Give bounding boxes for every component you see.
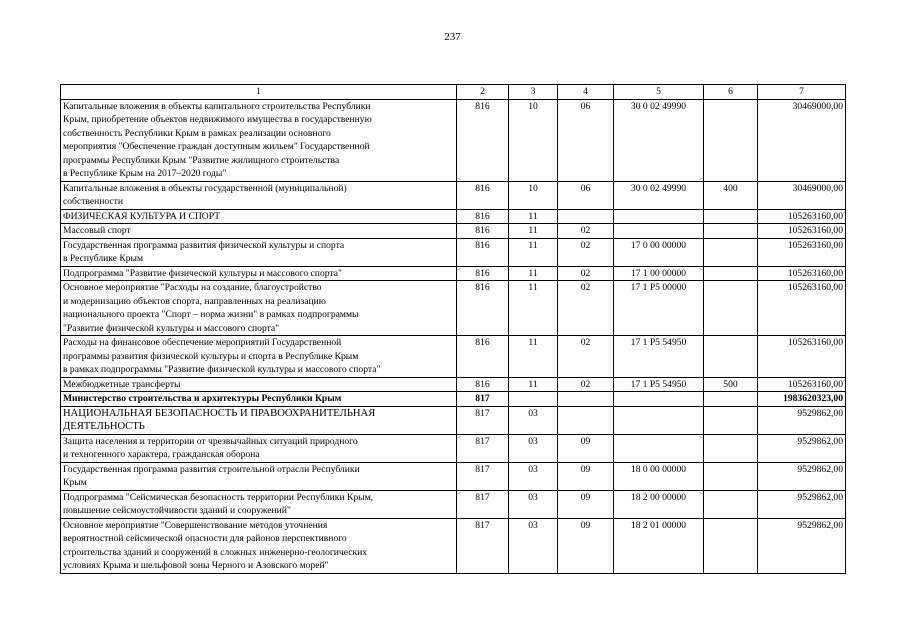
row-col-3: 10	[509, 181, 558, 209]
table-row	[61, 518, 846, 573]
row-col-3: 11	[509, 266, 558, 281]
row-amount: 105263160,00	[758, 224, 846, 239]
row-col-3: 03	[509, 490, 558, 518]
row-col-4: 02	[558, 224, 614, 239]
row-col-4: 02	[558, 377, 614, 392]
row-amount: 9529862,00	[758, 490, 846, 518]
row-col-3: 11	[509, 377, 558, 392]
row-col-4: 06	[558, 99, 614, 181]
row-amount: 105263160,00	[758, 209, 846, 224]
row-description: ФИЗИЧЕСКАЯ КУЛЬТУРА И СПОРТ	[61, 209, 457, 224]
row-col-2: 816	[457, 377, 509, 392]
row-amount: 105263160,00	[758, 377, 846, 392]
row-col-5	[614, 224, 704, 239]
row-col-5: 17 1 P5 54950	[614, 336, 704, 378]
row-col-2: 816	[457, 266, 509, 281]
column-header: 3	[509, 85, 558, 100]
row-col-5: 30 0 02 49990	[614, 99, 704, 181]
row-col-6: 400	[704, 181, 758, 209]
row-col-3: 11	[509, 209, 558, 224]
table-row	[61, 406, 846, 434]
table-row	[61, 377, 846, 392]
row-col-2: 816	[457, 238, 509, 266]
table-row	[61, 238, 846, 266]
row-description: Государственная программа развития строительной отрасли Республики Крым	[61, 462, 457, 490]
row-col-2: 816	[457, 99, 509, 181]
row-col-6	[704, 434, 758, 462]
row-col-4: 09	[558, 490, 614, 518]
row-col-3: 11	[509, 336, 558, 378]
table-row	[61, 281, 846, 336]
row-col-3: 03	[509, 406, 558, 434]
row-col-6	[704, 266, 758, 281]
row-col-5: 17 0 00 00000	[614, 238, 704, 266]
row-col-4: 09	[558, 518, 614, 573]
row-col-6: 500	[704, 377, 758, 392]
row-col-3: 03	[509, 518, 558, 573]
row-col-6	[704, 209, 758, 224]
row-col-5: 18 0 00 00000	[614, 462, 704, 490]
row-col-3: 03	[509, 462, 558, 490]
column-header: 5	[614, 85, 704, 100]
column-header: 6	[704, 85, 758, 100]
row-col-5	[614, 392, 704, 407]
row-description: Капитальные вложения в объекты государственной (муниципальной) собственности	[61, 181, 457, 209]
row-col-6	[704, 281, 758, 336]
row-col-2: 816	[457, 181, 509, 209]
row-col-4: 09	[558, 434, 614, 462]
row-description: Государственная программа развития физической культуры и спорта в Республике Крым	[61, 238, 457, 266]
row-amount: 105263160,00	[758, 336, 846, 378]
page-number: 237	[444, 31, 461, 43]
table-row	[61, 336, 846, 378]
row-col-6	[704, 99, 758, 181]
row-col-5: 17 1 P5 54950	[614, 377, 704, 392]
table-row	[61, 99, 846, 181]
row-col-3: 11	[509, 224, 558, 239]
row-col-6	[704, 462, 758, 490]
table-header-row	[61, 85, 846, 100]
row-description: Основное мероприятие "Совершенствование методов уточнения вероятностной сейсмической опасности для районов перспективного строительства зданий и сооружений в сложных инженерно-геологических условиях Крыма и шельфовой зоны Черного и Азовского морей"	[61, 518, 457, 573]
row-description: Защита населения и территории от чрезвычайных ситуаций природного и техногенного характера, гражданская оборона	[61, 434, 457, 462]
row-description: Межбюджетные трансферты	[61, 377, 457, 392]
row-col-6	[704, 336, 758, 378]
row-col-6	[704, 490, 758, 518]
row-col-3	[509, 392, 558, 407]
row-amount: 1983620323,00	[758, 392, 846, 407]
row-amount: 105263160,00	[758, 281, 846, 336]
row-amount: 9529862,00	[758, 406, 846, 434]
table-row	[61, 434, 846, 462]
row-col-3: 11	[509, 281, 558, 336]
table-row	[61, 209, 846, 224]
row-col-5	[614, 406, 704, 434]
row-amount: 9529862,00	[758, 462, 846, 490]
row-col-2: 817	[457, 392, 509, 407]
row-description: Подпрограмма "Сейсмическая безопасность территории Республики Крым, повышение сейсмоустойчивости зданий и сооружений"	[61, 490, 457, 518]
row-amount: 9529862,00	[758, 434, 846, 462]
row-col-5	[614, 209, 704, 224]
row-col-5: 18 2 00 00000	[614, 490, 704, 518]
table-row	[61, 224, 846, 239]
table-row	[61, 462, 846, 490]
table-row	[61, 490, 846, 518]
row-col-2: 817	[457, 518, 509, 573]
row-col-4: 02	[558, 266, 614, 281]
row-col-6	[704, 238, 758, 266]
row-col-6	[704, 518, 758, 573]
row-col-6	[704, 224, 758, 239]
table-row	[61, 266, 846, 281]
row-col-4	[558, 392, 614, 407]
table-row	[61, 181, 846, 209]
row-col-4: 02	[558, 336, 614, 378]
row-col-5: 18 2 01 00000	[614, 518, 704, 573]
column-header: 1	[61, 85, 457, 100]
row-amount: 30469000,00	[758, 181, 846, 209]
row-col-3: 11	[509, 238, 558, 266]
budget-table	[60, 84, 846, 574]
row-col-2: 816	[457, 281, 509, 336]
row-col-6	[704, 406, 758, 434]
row-col-5	[614, 434, 704, 462]
column-header: 4	[558, 85, 614, 100]
row-col-4	[558, 209, 614, 224]
row-amount: 105263160,00	[758, 238, 846, 266]
row-col-4: 02	[558, 238, 614, 266]
row-description: НАЦИОНАЛЬНАЯ БЕЗОПАСНОСТЬ И ПРАВООХРАНИТЕЛЬНАЯ ДЕЯТЕЛЬНОСТЬ	[61, 406, 457, 434]
row-description: Министерство строительства и архитектуры Республики Крым	[61, 392, 457, 407]
row-col-2: 816	[457, 209, 509, 224]
row-col-6	[704, 392, 758, 407]
row-col-3: 03	[509, 434, 558, 462]
row-col-2: 817	[457, 462, 509, 490]
row-description: Капитальные вложения в объекты капитального строительства Республики Крым, приобретение объектов недвижимого имущества в государственную собственность Республики Крым в рамках реализации основного мероприятия "Обеспечение граждан доступным жильем" Государственной программы Республики Крым "Развитие жилищного строительства в Республике Крым на 2017–2020 годы"	[61, 99, 457, 181]
row-col-4: 09	[558, 462, 614, 490]
row-col-5: 17 1 P5 00000	[614, 281, 704, 336]
row-col-2: 817	[457, 434, 509, 462]
row-description: Расходы на финансовое обеспечение мероприятий Государственной программы развития физической культуры и спорта в Республике Крым в рамках подпрограммы "Развитие физической культуры и массового спорта"	[61, 336, 457, 378]
row-col-4	[558, 406, 614, 434]
row-description: Подпрограмма "Развитие физической культуры и массового спорта"	[61, 266, 457, 281]
row-col-2: 817	[457, 490, 509, 518]
row-col-2: 817	[457, 406, 509, 434]
row-col-3: 10	[509, 99, 558, 181]
table-row	[61, 392, 846, 407]
row-col-2: 816	[457, 224, 509, 239]
column-header: 7	[758, 85, 846, 100]
row-col-4: 06	[558, 181, 614, 209]
row-col-4: 02	[558, 281, 614, 336]
row-col-5: 17 1 00 00000	[614, 266, 704, 281]
row-amount: 105263160,00	[758, 266, 846, 281]
row-col-5: 30 0 02 49990	[614, 181, 704, 209]
row-description: Основное мероприятие "Расходы на создание, благоустройство и модернизацию объектов спорта, направленных на реализацию национального проекта "Спорт – норма жизни" в рамках подпрограммы "Развитие физической культуры и массового спорта"	[61, 281, 457, 336]
row-amount: 9529862,00	[758, 518, 846, 573]
column-header: 2	[457, 85, 509, 100]
row-col-2: 816	[457, 336, 509, 378]
row-amount: 30469000,00	[758, 99, 846, 181]
row-description: Массовый спорт	[61, 224, 457, 239]
